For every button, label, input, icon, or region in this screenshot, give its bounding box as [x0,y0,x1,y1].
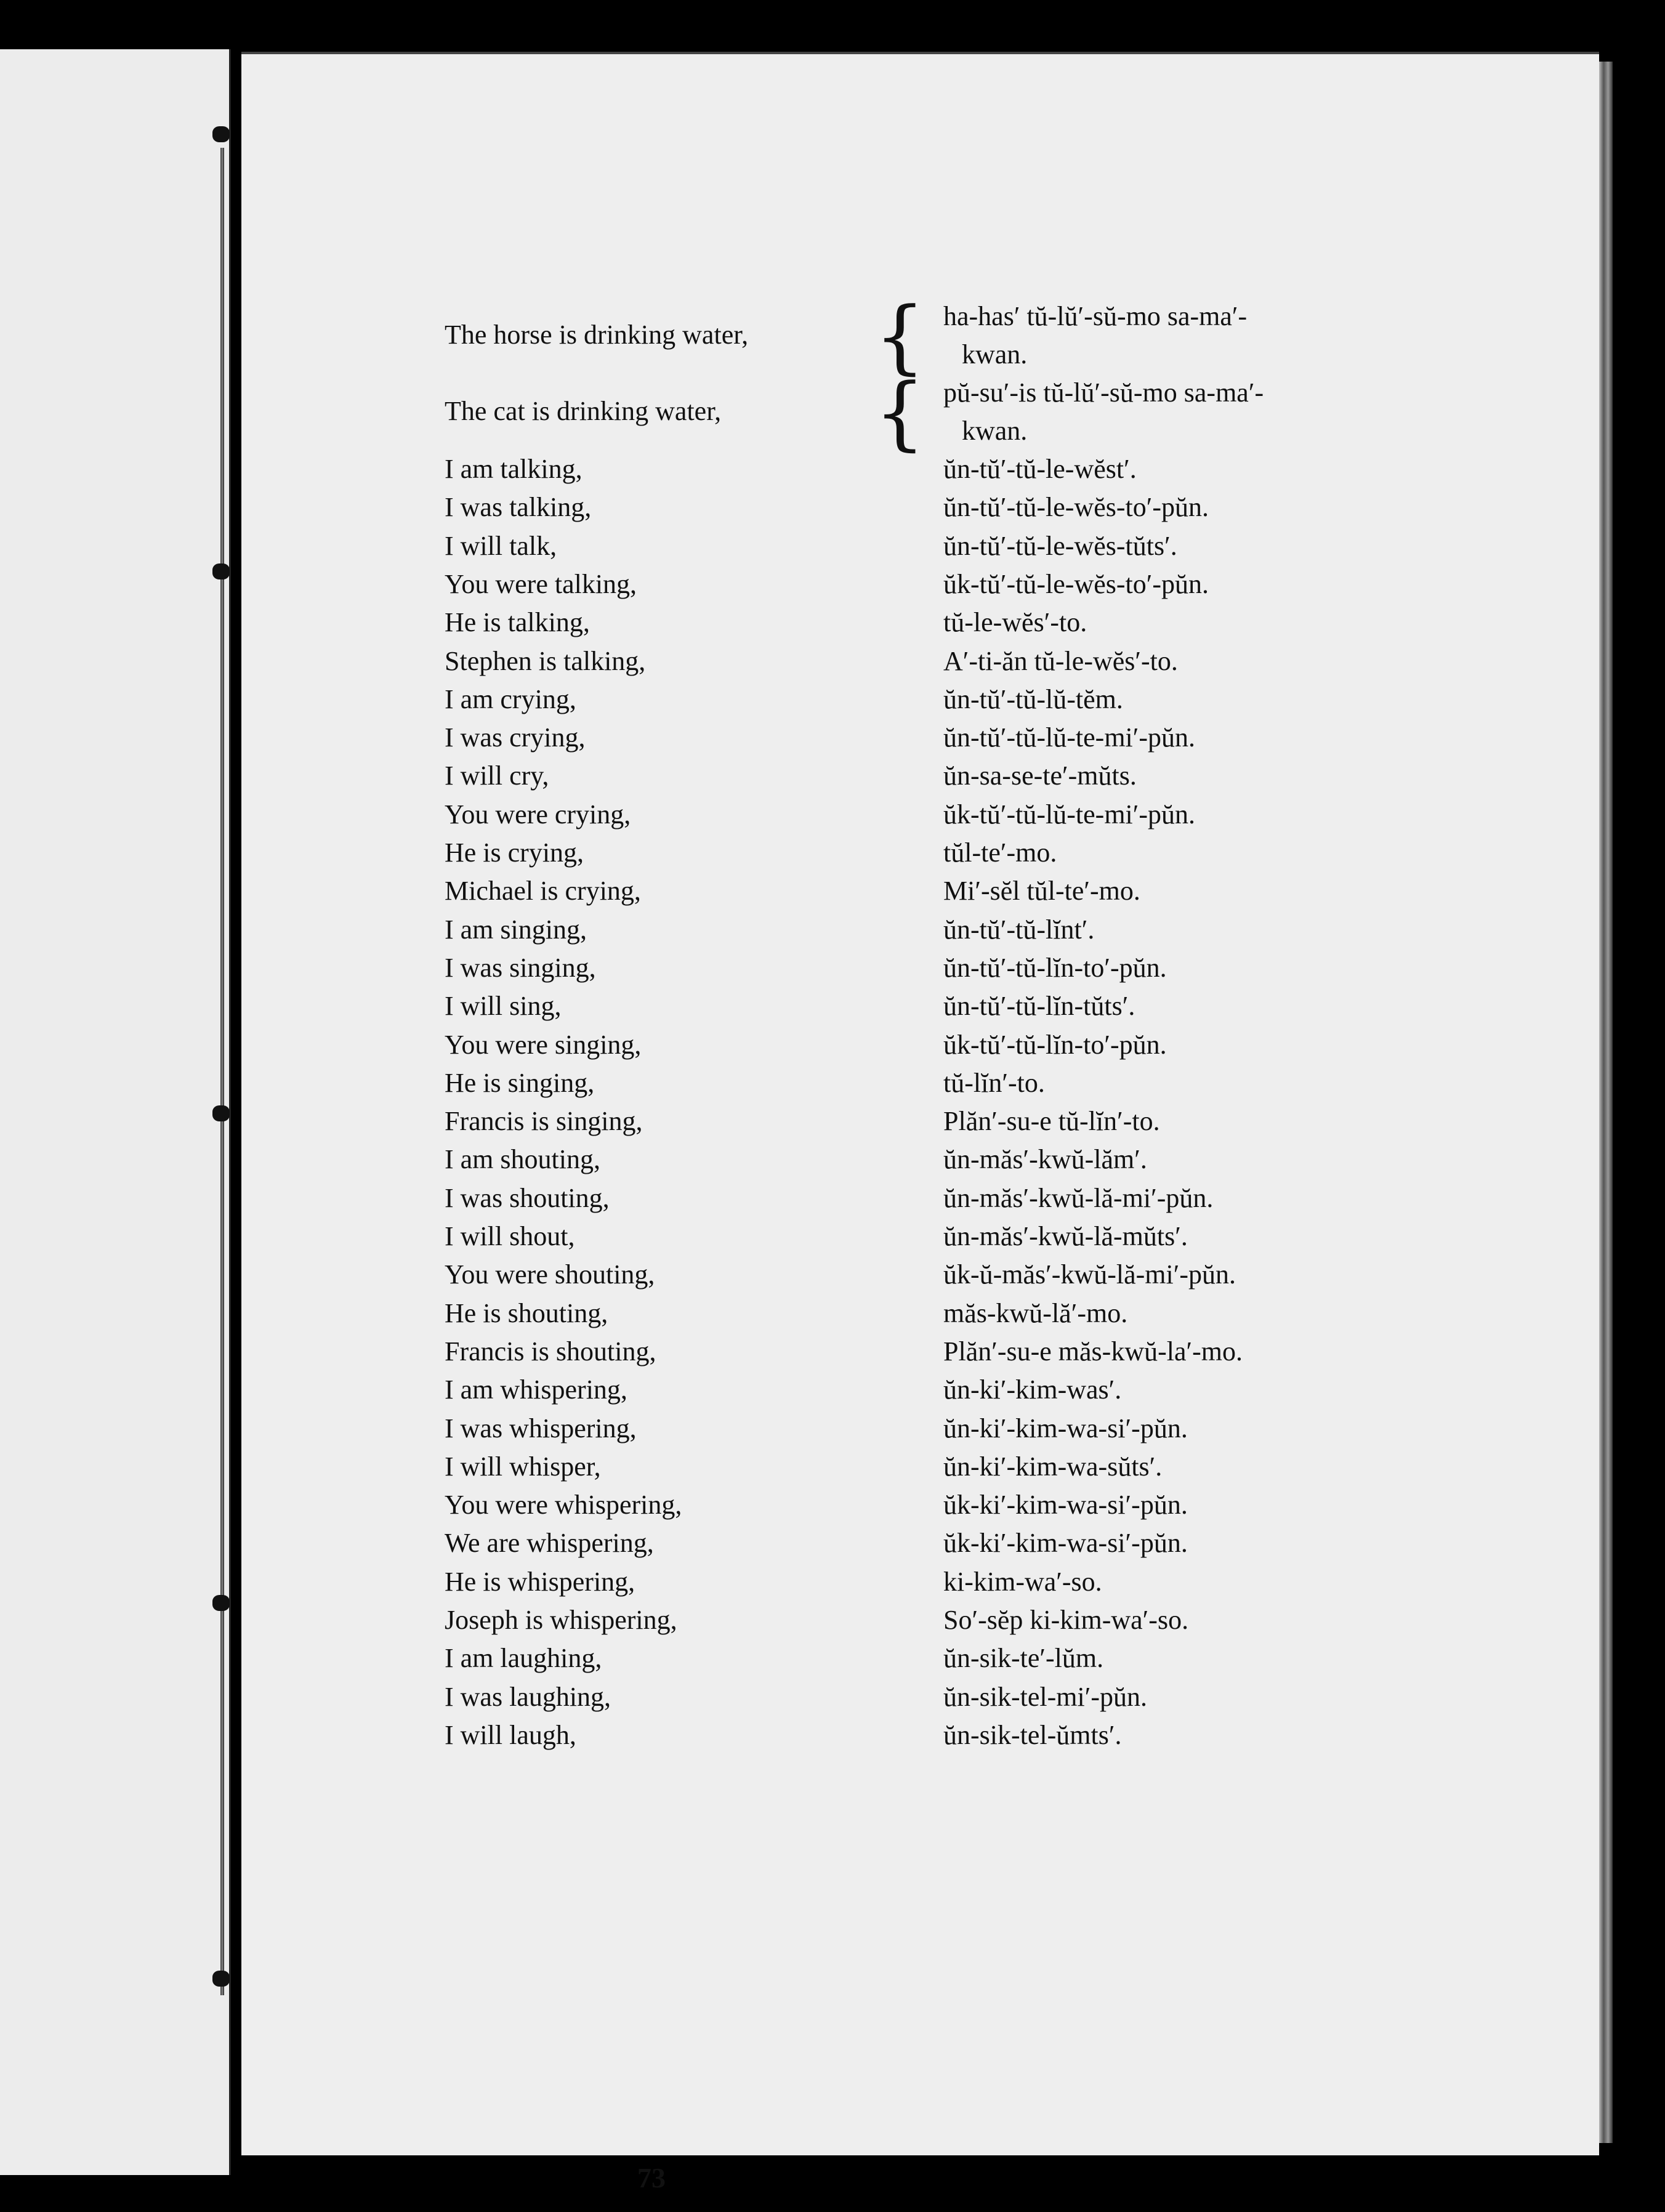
english-phrase: Francis is shouting, [445,1336,656,1366]
english-phrase: I will laugh, [445,1719,576,1750]
binding-stitch [212,1105,230,1121]
english-phrase: You were singing, [445,1029,642,1060]
native-translation: ŭn-tŭ′-tŭ-lĭn-tŭts′. [943,991,1135,1022]
native-translation: ŭk-tŭ′-tŭ-le-wĕs-to′-pŭn. [943,568,1209,599]
book-page [241,52,1599,2155]
binding-stitch [212,563,230,579]
english-phrase: I am talking, [445,454,583,484]
native-translation: So′-sĕp ki-kim-wa′-so. [943,1605,1189,1635]
english-phrase: He is singing, [445,1067,595,1098]
native-translation: ŭk-tŭ′-tŭ-lĭn-to′-pŭn. [943,1029,1167,1060]
english-phrase: I am laughing, [445,1643,602,1674]
native-translation: Plăn′-su-e tŭ-lĭn′-to. [943,1106,1160,1137]
native-translation: tŭ-le-wĕs′-to. [943,607,1087,638]
english-phrase: Michael is crying, [445,876,641,906]
english-phrase: I will talk, [445,530,557,561]
english-phrase: I will shout, [445,1221,575,1251]
english-phrase: He is whispering, [445,1566,635,1597]
native-translation: ŭn-ki′-kim-wa-sŭts′. [943,1451,1163,1482]
binding-stitch [212,1971,230,1987]
english-phrase: I was whispering, [445,1413,637,1443]
brace-glyph: { [874,366,925,459]
english-phrase: Joseph is whispering, [445,1605,677,1635]
english-phrase: I was singing, [445,952,596,983]
english-phrase: I am crying, [445,684,576,714]
native-translation-line: kwan. [962,416,1028,446]
native-translation: ŭn-tŭ′-tŭ-lŭ-te-mi′-pŭn. [943,722,1196,753]
native-translation: ŭn-tŭ′-tŭ-lĭnt′. [943,914,1095,945]
native-translation: ŭk-tŭ′-tŭ-lŭ-te-mi′-pŭn. [943,799,1196,830]
english-phrase: I was crying, [445,722,586,753]
english-phrase: The horse is drinking water, [445,320,749,350]
brace-glyph: { [874,289,925,383]
book-gutter [220,148,224,1995]
english-phrase: I will cry, [445,761,549,791]
native-translation: ŭk-ki′-kim-wa-si′-pŭn. [943,1528,1188,1559]
native-translation: ŭn-măs′-kwŭ-lăm′. [943,1144,1147,1175]
native-translation: ŭn-măs′-kwŭ-lă-mŭts′. [943,1221,1188,1251]
native-translation: Plăn′-su-e măs-kwŭ-la′-mo. [943,1336,1243,1366]
page-stack-edge [1599,62,1613,2143]
english-phrase: You were crying, [445,799,631,830]
native-translation: ŭn-tŭ′-tŭ-lŭ-tĕm. [943,684,1123,714]
english-phrase: He is talking, [445,607,590,638]
english-phrase: I am singing, [445,914,587,945]
english-phrase: The cat is drinking water, [445,396,722,426]
native-translation: ŭn-sik-te′-lŭm. [943,1643,1104,1674]
english-phrase: I will whisper, [445,1451,601,1482]
english-phrase: I am shouting, [445,1144,600,1175]
native-translation: Mi′-sĕl tŭl-te′-mo. [943,876,1140,906]
english-phrase: I was talking, [445,492,592,523]
left-page-edge [0,49,231,2175]
english-phrase: I will sing, [445,991,562,1022]
page-number: 73 [637,2162,666,2194]
native-translation-line: ha-has′ tŭ-lŭ′-sŭ-mo sa-ma′- [943,301,1248,331]
vocabulary-list [241,54,1599,2155]
english-phrase: We are whispering, [445,1528,654,1559]
native-translation: tŭ-lĭn′-to. [943,1067,1045,1098]
english-phrase: Stephen is talking, [445,645,646,676]
english-phrase: I am whispering, [445,1374,627,1405]
english-phrase: You were shouting, [445,1259,655,1290]
native-translation: tŭl-te′-mo. [943,838,1057,868]
native-translation: A′-ti-ăn tŭ-le-wĕs′-to. [943,645,1178,676]
native-translation: ŭn-tŭ′-tŭ-lĭn-to′-pŭn. [943,952,1167,983]
native-translation: ki-kim-wa′-so. [943,1566,1102,1597]
english-phrase: He is crying, [445,838,584,868]
english-phrase: I was laughing, [445,1681,611,1712]
native-translation: ŭn-ki′-kim-wa-si′-pŭn. [943,1413,1188,1443]
english-phrase: You were talking, [445,568,637,599]
binding-stitch [212,126,230,142]
native-translation-line: kwan. [962,339,1028,369]
native-translation: ŭn-tŭ′-tŭ-le-wĕst′. [943,454,1137,484]
native-translation: ŭk-ki′-kim-wa-si′-pŭn. [943,1490,1188,1520]
english-phrase: He is shouting, [445,1298,608,1328]
native-translation: ŭn-tŭ′-tŭ-le-wĕs-to′-pŭn. [943,492,1209,523]
native-translation: măs-kwŭ-lă′-mo. [943,1298,1128,1328]
native-translation: ŭn-sik-tel-mi′-pŭn. [943,1681,1148,1712]
native-translation: ŭn-sa-se-te′-mŭts. [943,761,1137,791]
native-translation: ŭk-ŭ-măs′-kwŭ-lă-mi′-pŭn. [943,1259,1236,1290]
native-translation: ŭn-măs′-kwŭ-lă-mi′-pŭn. [943,1182,1214,1213]
native-translation: ŭn-tŭ′-tŭ-le-wĕs-tŭts′. [943,530,1177,561]
english-phrase: Francis is singing, [445,1106,643,1137]
english-phrase: I was shouting, [445,1182,610,1213]
english-phrase: You were whispering, [445,1490,682,1520]
binding-stitch [212,1595,230,1611]
native-translation: ŭn-sik-tel-ŭmts′. [943,1719,1122,1750]
native-translation: ŭn-ki′-kim-was′. [943,1374,1122,1405]
native-translation-line: pŭ-su′-is tŭ-lŭ′-sŭ-mo sa-ma′- [943,377,1264,408]
